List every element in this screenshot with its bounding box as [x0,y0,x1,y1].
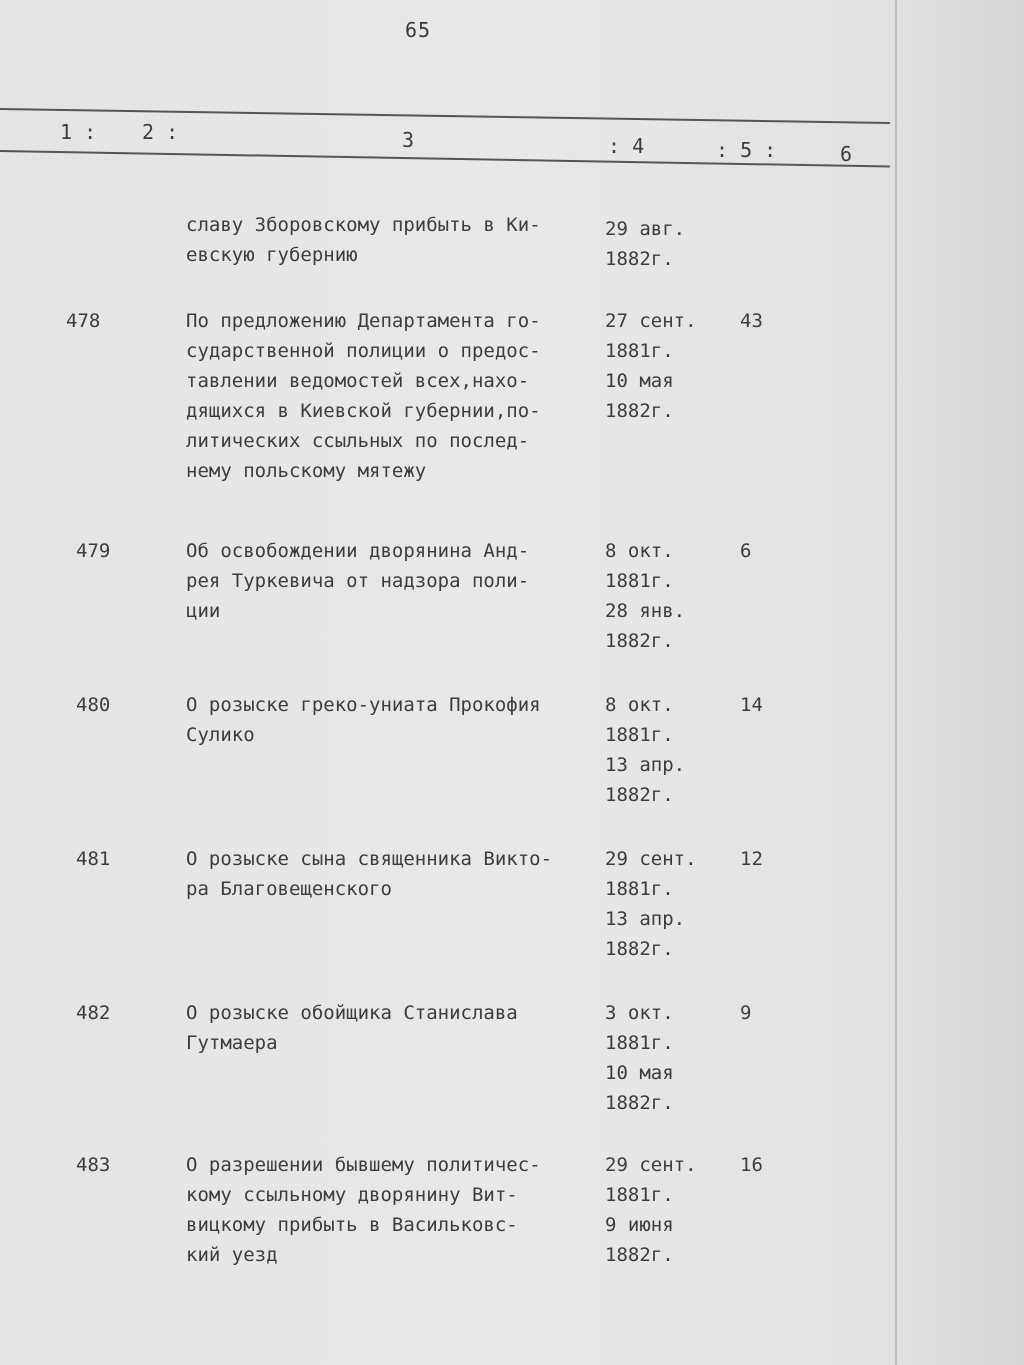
entry-number: 482 [76,1002,111,1024]
entry-dates: 8 окт. 1881г. 13 апр. 1882г. [605,694,686,806]
column-header-6: 6 [840,142,853,166]
entry-title: О розыске греко-униата Прокофия Сулико [186,694,541,746]
entry-sheet-count: 16 [740,1154,763,1176]
entry-title: Об освобождении дворянина Анд- рея Туркевича от надзора поли- ции [186,540,530,622]
entry-number: 478 [66,310,101,332]
entry-sheet-count: 9 [740,1002,752,1024]
column-header-4: : 4 [608,134,645,158]
entry-title: О разрешении бывшему политичес- кому ссыльному дворянину Вит- вицкому прибыть в Васильковс- кий уезд [186,1154,541,1266]
entry-title: По предложению Департамента го- сударственной полиции о предос- тавлении ведомостей всех,нахо- дящихся в Киевской губернии,по- литических ссыльных по послед- нему польскому мятежу [186,310,541,482]
page-edge [895,0,897,1365]
entry-title: О розыске обойщика Станислава Гутмаера [186,1002,518,1054]
column-header-5: : 5 : [716,138,777,162]
column-header-row [60,120,890,166]
entry-sheet-count: 6 [740,540,752,562]
entry-dates: 8 окт. 1881г. 28 янв. 1882г. [605,540,686,652]
entry-dates: 27 сент. 1881г. 10 мая 1882г. [605,310,697,422]
column-header-1: 1 : [60,120,97,144]
entry-title: О розыске сына священника Викто- ра Благовещенского [186,848,553,900]
entry-sheet-count: 12 [740,848,763,870]
entry-number: 479 [76,540,111,562]
entry-number: 480 [76,694,111,716]
page-number: 65 [405,18,432,42]
entry-number: 481 [76,848,111,870]
entry-title: славу Зборовскому прибыть в Ки- евскую губернию [186,214,541,266]
entry-dates: 29 сент. 1881г. 9 июня 1882г. [605,1154,697,1266]
column-header-3: 3 [402,128,415,152]
entry-sheet-count: 43 [740,310,763,332]
entry-dates: 29 авг. 1882г. [605,218,686,270]
entry-sheet-count: 14 [740,694,763,716]
entry-dates: 29 сент. 1881г. 13 апр. 1882г. [605,848,697,960]
entry-number: 483 [76,1154,111,1176]
column-header-2: 2 : [142,120,179,144]
entry-dates: 3 окт. 1881г. 10 мая 1882г. [605,1002,674,1114]
